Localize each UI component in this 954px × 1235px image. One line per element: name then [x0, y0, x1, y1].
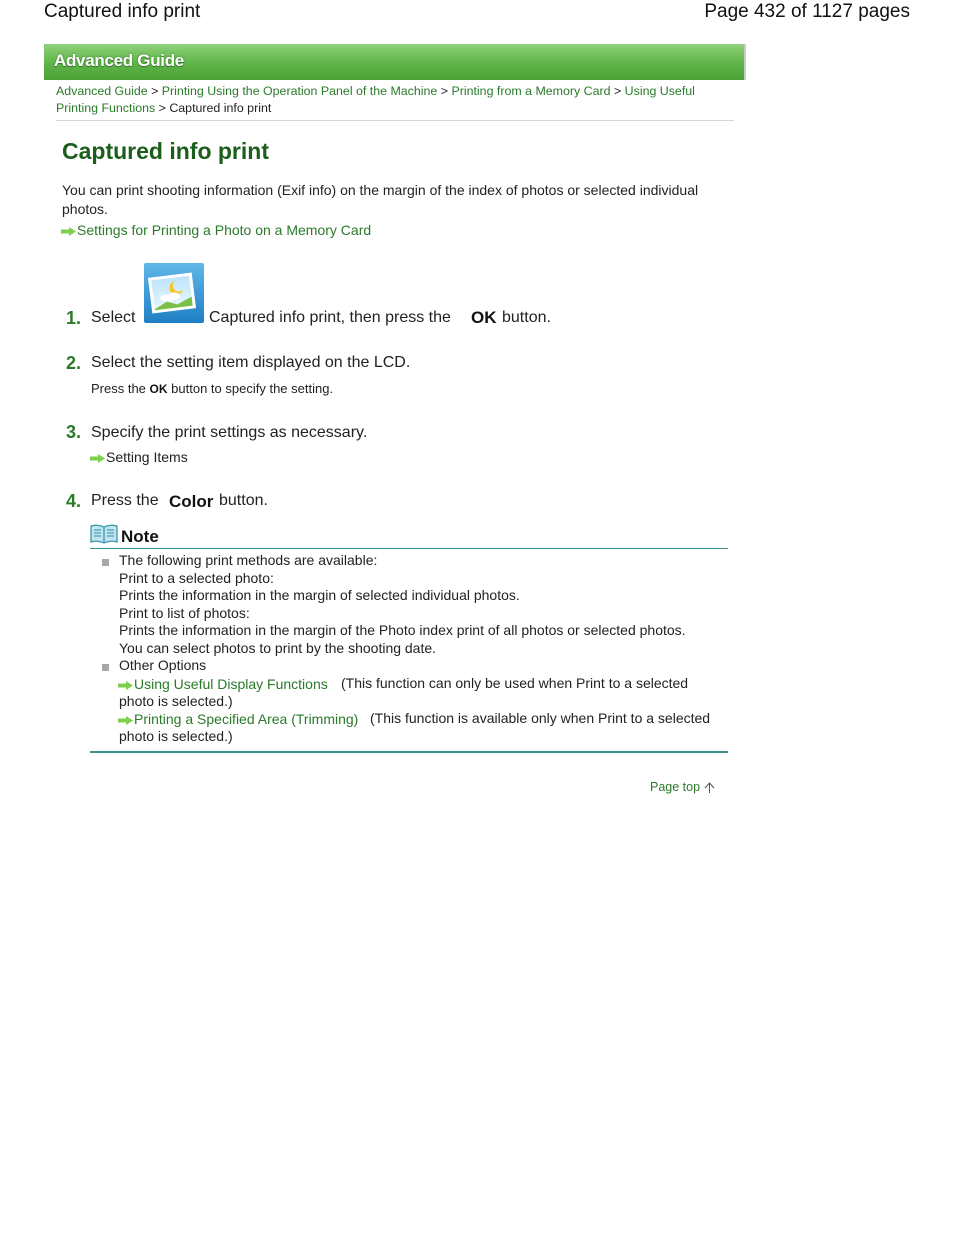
- ok-button-label: OK: [149, 382, 168, 396]
- ok-button-label: OK: [471, 308, 497, 327]
- step-1-instruction: Captured info print, then press the: [209, 309, 451, 326]
- note-line: Prints the information in the margin of the Photo index print of all photos or selected photos.: [119, 622, 686, 638]
- arrow-right-icon: [118, 681, 133, 690]
- note-line: The following print methods are available:: [119, 552, 378, 568]
- breadcrumb-separator: >: [440, 84, 448, 98]
- setting-items-link[interactable]: [90, 449, 188, 465]
- intro-paragraph: You can print shooting information (Exif info) on the margin of the index of photos or selected individual photos.: [62, 182, 699, 217]
- step-1-select-text: Select: [91, 309, 136, 326]
- trimming-link-label: Printing a Specified Area (Trimming): [134, 711, 359, 727]
- breadcrumb-link-memory-card[interactable]: Printing from a Memory Card: [451, 84, 611, 98]
- note-line: (This function is available only when Print to a selected: [370, 710, 711, 726]
- settings-link-label: Settings for Printing a Photo on a Memory Card: [77, 222, 372, 238]
- display-functions-link-label: Using Useful Display Functions: [134, 676, 328, 692]
- arrow-right-icon: [90, 454, 105, 463]
- arrow-right-icon: [118, 716, 133, 725]
- note-line: You can select photos to print by the shooting date.: [119, 640, 437, 656]
- note-line: Print to a selected photo:: [119, 570, 274, 586]
- step-4-tail: button.: [219, 492, 268, 509]
- breadcrumb-link-operation-panel[interactable]: Printing Using the Operation Panel of the Machine: [161, 84, 438, 98]
- breadcrumb-separator: >: [151, 84, 159, 98]
- note-line: Prints the information in the margin of selected individual photos.: [119, 587, 520, 603]
- book-icon: [90, 524, 118, 544]
- captured-info-print-icon: [144, 263, 204, 323]
- step-number: 2.: [66, 353, 82, 373]
- display-functions-link[interactable]: [118, 676, 328, 694]
- note-divider: [90, 751, 728, 753]
- page-counter: Page 432 of 1127 pages: [704, 1, 910, 22]
- breadcrumb-divider: [56, 120, 734, 121]
- arrow-up-icon: [704, 782, 715, 793]
- note-line: Print to list of photos:: [119, 605, 250, 621]
- bullet-marker: [102, 559, 109, 566]
- step-3-instruction: Specify the print settings as necessary.: [91, 424, 368, 441]
- step-number: 1.: [66, 308, 82, 328]
- note-label: Note: [121, 527, 159, 546]
- step-number: 4.: [66, 491, 82, 511]
- step-2-detail-pre: Press the: [91, 381, 146, 396]
- step-4-text: Press the: [91, 492, 159, 509]
- step-1-tail: button.: [502, 309, 551, 326]
- document-title: Captured info print: [44, 1, 201, 22]
- banner-label: Advanced Guide: [54, 51, 184, 70]
- step-number: 3.: [66, 422, 82, 442]
- breadcrumb-link-advanced-guide[interactable]: Advanced Guide: [56, 84, 148, 98]
- breadcrumb-separator: >: [158, 100, 166, 115]
- page-top-label: Page top: [650, 780, 701, 794]
- breadcrumb-link-part: Using Useful: [624, 84, 695, 98]
- page-top-link[interactable]: [650, 780, 715, 794]
- page-header: [0, 0, 954, 30]
- note-line: (This function can only be used when Print to a selected: [341, 675, 689, 691]
- advanced-guide-banner: [44, 44, 746, 80]
- note-line: photo is selected.): [119, 728, 233, 744]
- breadcrumb-separator: >: [613, 84, 622, 98]
- breadcrumb-link-part: Printing Functions: [56, 100, 156, 115]
- step-2-detail-post: button to specify the setting.: [171, 381, 334, 396]
- trimming-link[interactable]: [118, 711, 358, 729]
- page-title: Captured info print: [62, 138, 269, 164]
- other-options-title: Other Options: [119, 657, 207, 673]
- bullet-marker: [102, 664, 109, 671]
- step-2-detail: [91, 381, 333, 396]
- breadcrumb-current: Captured info print: [169, 100, 272, 115]
- note-header: [90, 524, 728, 549]
- settings-link[interactable]: [61, 222, 371, 238]
- arrow-right-icon: [61, 227, 76, 236]
- setting-items-link-label: Setting Items: [106, 449, 188, 465]
- step-2-instruction: Select the setting item displayed on the LCD.: [91, 354, 411, 371]
- color-button-label: Color: [169, 492, 214, 511]
- breadcrumb: [56, 83, 726, 116]
- note-line: photo is selected.): [119, 693, 233, 709]
